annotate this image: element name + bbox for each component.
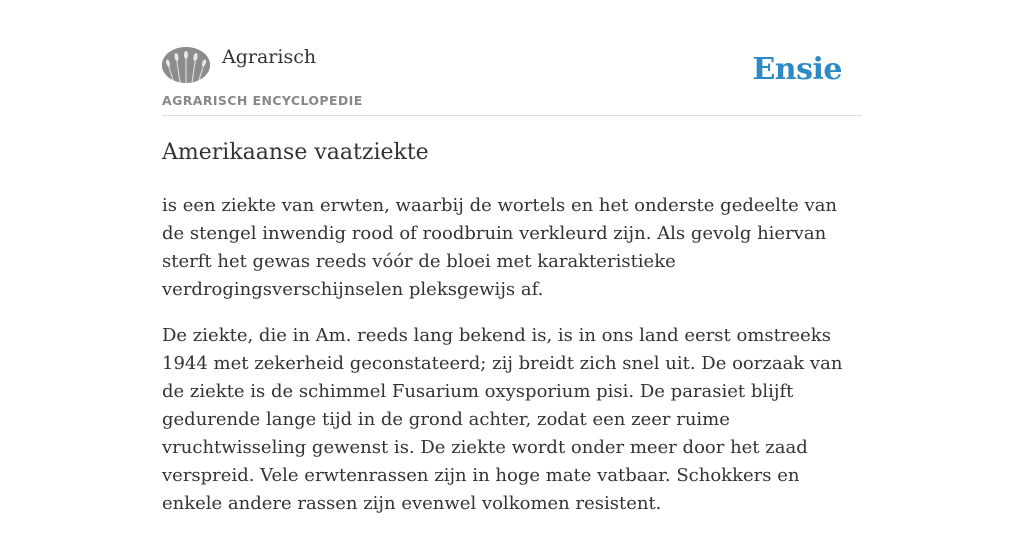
source-avatar[interactable] [162, 47, 210, 83]
source-name[interactable]: Agrarisch [222, 46, 317, 68]
article-paragraph: De ziekte, die in Am. reeds lang bekend is, is in ons land eerst omstreeks 1944 met zekerheid geconstateerd; zij breidt zich snel uit. De oorzaak van de ziekte is de schimmel Fusarium oxysporium pisi. De parasiet blijft gedurende lange tijd in de grond achter, zodat een zeer ruime vruchtwisseling gewenst is. De ziekte wordt onder meer door het zaad verspreid. Vele erwtenrassen zijn in hoge mate vatbaar. Schokkers en enkele andere rassen zijn evenwel volkomen resistent. [162, 325, 843, 514]
wheat-icon [162, 47, 210, 83]
source-subtitle: AGRARISCH ENCYCLOPEDIE [162, 93, 363, 108]
article-title: Amerikaanse vaatziekte [162, 140, 429, 165]
article-paragraph: is een ziekte van erwten, waarbij de wortels en het onderste gedeelte van de stengel inwendig rood of roodbruin verkleurd zijn. Als gevolg hiervan sterft het gewas reeds vóór de bloei met karakteristieke verdrogingsverschijnselen pleksgewijs af. [162, 195, 838, 300]
brand-logo[interactable]: Ensie [752, 52, 842, 87]
article-body [162, 192, 862, 536]
header [162, 44, 862, 116]
